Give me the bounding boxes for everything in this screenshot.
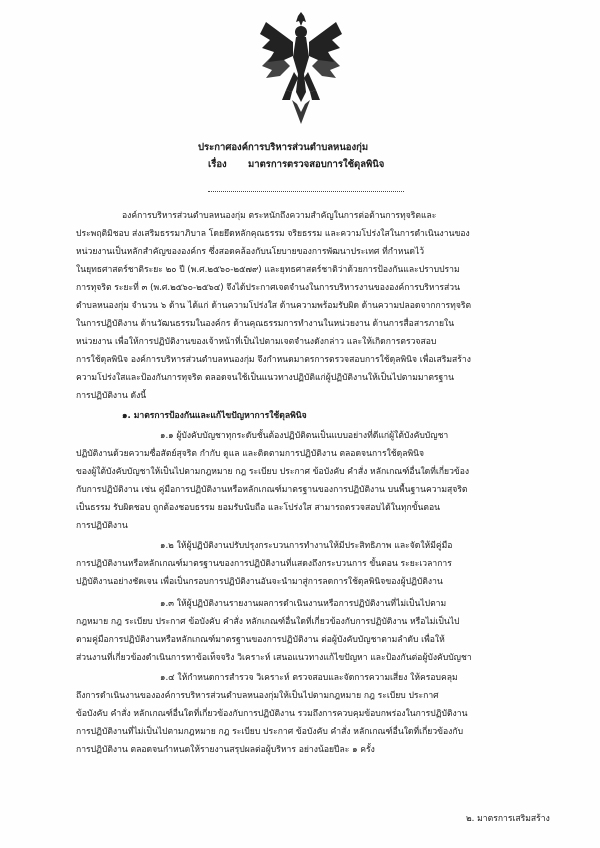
text-line: ส่วนงานที่เกี่ยวข้องดำเนินการหาข้อเท็จจริง วิเคราะห์ เสนอแนวทางแก้ไขปัญหา และป้องกันต่อผู้บังคับบัญชา — [76, 653, 472, 663]
text-line: ๑.๒ ให้ผู้ปฏิบัติงานปรับปรุงกระบวนการทำงานให้มีประสิทธิภาพ และจัดให้มีคู่มือ — [160, 541, 453, 551]
text-line: ความโปร่งใสและป้องกันการทุจริต ตลอดจนใช้เป็นแนวทางปฏิบัติแก่ผู้ปฏิบัติงานให้เป็นไปตามมาตรฐาน — [76, 373, 454, 383]
text-line: ในยุทธศาสตร์ชาติระยะ ๒๐ ปี (พ.ศ.๒๕๖๐-๒๕๗๙) และยุทธศาสตร์ชาติว่าด้วยการป้องกันและปราบปราม — [76, 265, 460, 275]
text-line: การปฏิบัติงานที่ไม่เป็นไปตามกฎหมาย กฎ ระเบียบ ประกาศ ข้อบังคับ คำสั่ง หลักเกณฑ์อื่นใดที่เกี่ยวข้องกับ — [76, 727, 464, 737]
text-line: การปฏิบัติงานหรือหลักเกณฑ์มาตรฐานของการปฏิบัติงานที่แสดงถึงกระบวนการ ขั้นตอน ระยะเวลาการ — [76, 559, 452, 569]
section-heading: ๑. มาตรการป้องกันและแก้ไขปัญหาการใช้ดุลพินิจ — [122, 411, 307, 421]
subject-text: มาตรการตรวจสอบการใช้ดุลพินิจ — [248, 159, 385, 170]
text-line: ของผู้ใต้บังคับบัญชาให้เป็นไปตามกฎหมาย กฎ ระเบียบ ประกาศ ข้อบังคับ คำสั่ง หลักเกณฑ์อื่นใดที่เกี่ยวข้อง — [76, 467, 470, 477]
continuation-note: ๒. มาตรการเสริมสร้าง — [466, 814, 550, 824]
text-line: องค์การบริหารส่วนตำบลหนองกุ่ม ตระหนักถึงความสำคัญในการต่อต้านการทุจริตและ — [122, 211, 437, 221]
text-line: ปฏิบัติงานด้วยความซื่อสัตย์สุจริต กำกับ ดูแล และติดตามการปฏิบัติงาน ตลอดจนการใช้ดุลพินิจ — [76, 449, 425, 459]
text-line: การใช้ดุลพินิจ องค์การบริหารส่วนตำบลหนองกุ่ม จึงกำหนดมาตรการตรวจสอบการใช้ดุลพินิจ เพื่อเสริมสร้าง — [76, 355, 471, 365]
announcement-title: ประกาศองค์การบริหารส่วนตำบลหนองกุ่ม — [198, 142, 369, 153]
text-line: ในการปฏิบัติงาน ด้านวัฒนธรรมในองค์กร ด้านคุณธรรมการทำงานในหน่วยงาน ด้านการสื่อสารภายใน — [76, 319, 455, 329]
text-line: การปฏิบัติงาน ดังนี้ — [76, 391, 147, 401]
subject-label: เรื่อง — [208, 159, 227, 170]
text-line: ๑.๑ ผู้บังคับบัญชาทุกระดับชั้นต้องปฏิบัติตนเป็นแบบอย่างที่ดีแก่ผู้ใต้บังคับบัญชา — [160, 431, 449, 441]
text-line: ตามคู่มือการปฏิบัติงานหรือหลักเกณฑ์มาตรฐานของการปฏิบัติงาน ต่อผู้บังคับบัญชาตามลำดับ เพื่อให้ — [76, 635, 445, 645]
text-line: กับการปฏิบัติงาน เช่น คู่มือการปฏิบัติงานหรือหลักเกณฑ์มาตรฐานของการปฏิบัติงาน บนพื้นฐานความสุจริต — [76, 485, 468, 495]
title-divider — [208, 191, 404, 192]
text-line: ประพฤติมิชอบ ส่งเสริมธรรมาภิบาล โดยยึดหลักคุณธรรม จริยธรรม และความโปร่งใสในการดำเนินงานของ — [76, 229, 470, 239]
text-line: ๑.๓ ให้ผู้ปฏิบัติงานรายงานผลการดำเนินงานหรือการปฏิบัติงานที่ไม่เป็นไปตาม — [160, 599, 447, 609]
text-line: ข้อบังคับ คำสั่ง หลักเกณฑ์อื่นใดที่เกี่ยวข้องกับการปฏิบัติงาน รวมถึงการควบคุมข้อบกพร่องในการปฏิบัติงาน — [76, 709, 468, 719]
garuda-emblem-icon — [256, 12, 346, 124]
text-line: ปฏิบัติงานอย่างชัดเจน เพื่อเป็นกรอบการปฏิบัติงานอันจะนำมาสู่การลดการใช้ดุลพินิจของผู้ปฏิบัติงาน — [76, 577, 443, 587]
text-line: การทุจริต ระยะที่ ๓ (พ.ศ.๒๕๖๐-๒๕๖๔) จึงได้ประกาศเจตจำนงในการบริหารงานขององค์การบริหารส่วน — [76, 283, 460, 293]
text-line: ตำบลหนองกุ่ม จำนวน ๖ ด้าน ได้แก่ ด้านความโปร่งใส ด้านความพร้อมรับผิด ด้านความปลอดจากการทุจริต — [76, 301, 472, 311]
text-line: กฎหมาย กฎ ระเบียบ ประกาศ ข้อบังคับ คำสั่ง หลักเกณฑ์อื่นใดที่เกี่ยวข้องกับการปฏิบัติงาน หรือไม่เป็นไป — [76, 617, 460, 627]
text-line: เป็นธรรม รับผิดชอบ ถูกต้องชอบธรรม ยอมรับนับถือ และโปร่งใส สามารถตรวจสอบได้ในทุกขั้นตอน — [76, 503, 441, 513]
text-line: ถึงการดำเนินงานขององค์การบริหารส่วนตำบลหนองกุ่มให้เป็นไปตามกฎหมาย กฎ ระเบียบ ประกาศ — [76, 691, 439, 701]
text-line: ๑.๔ ให้กำหนดการสำรวจ วิเคราะห์ ตรวจสอบและจัดการความเสี่ยง ให้ครอบคลุม — [160, 673, 458, 683]
text-line: หน่วยงานเป็นหลักสำคัญขององค์กร ซึ่งสอดคล้องกับนโยบายของการพัฒนาประเทศ ที่กำหนดไว้ — [76, 247, 425, 257]
text-line: การปฏิบัติงาน — [76, 521, 128, 531]
text-line: การปฏิบัติงาน ตลอดจนกำหนดให้รายงานสรุปผลต่อผู้บริหาร อย่างน้อยปีละ ๑ ครั้ง — [76, 745, 375, 755]
text-line: หน่วยงาน เพื่อให้การปฏิบัติงานของเจ้าหน้าที่เป็นไปตามเจตจำนงดังกล่าว และให้เกิดการตรวจสอบ — [76, 337, 437, 347]
